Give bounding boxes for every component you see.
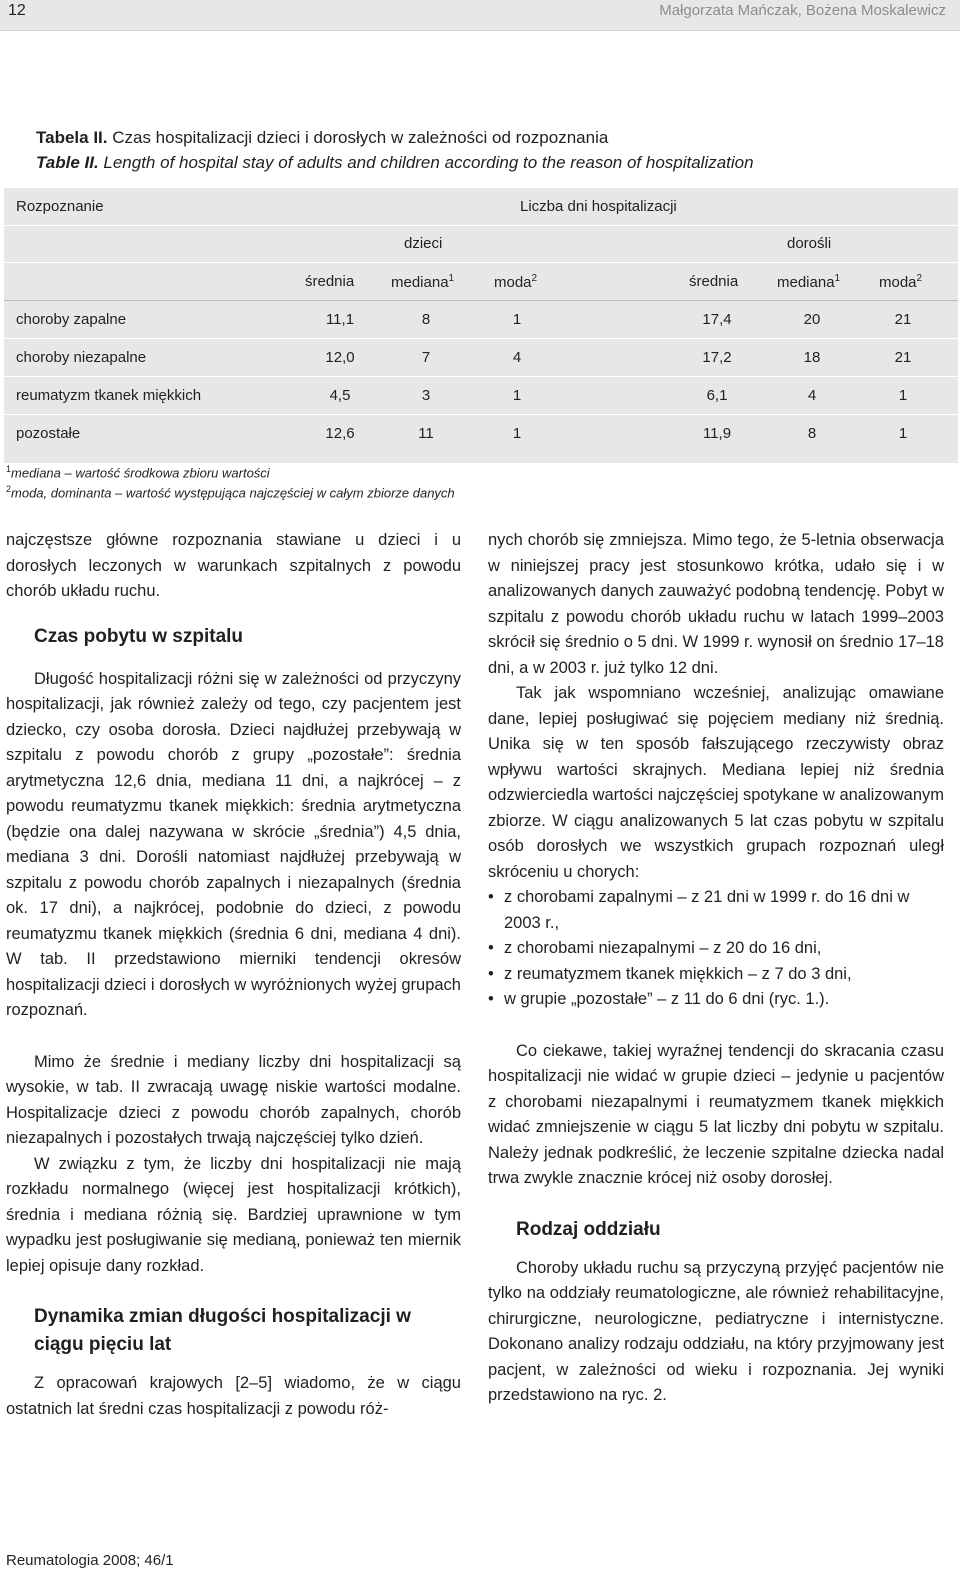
table-divider xyxy=(4,262,958,263)
table-caption-pl-label: Tabela II. xyxy=(36,128,108,147)
bullet-icon: • xyxy=(488,964,494,983)
table-cell-children-median: 8 xyxy=(421,311,431,328)
section-heading: Dynamika zmian długości hospitalizacji w ciągu pięciu lat xyxy=(34,1306,411,1355)
list-item-text: z reumatyzmem tkanek miękkich – z 7 do 3 dni, xyxy=(504,964,852,983)
running-header-authors: Małgorzata Mańczak, Bożena Moskalewicz xyxy=(659,2,946,19)
table-divider xyxy=(4,225,958,226)
footnote-mark-2: 2 xyxy=(531,273,538,284)
bullet-icon: • xyxy=(488,939,494,957)
table-header-children-mean: średnia xyxy=(305,273,355,290)
table-row-divider xyxy=(4,376,958,377)
table-row-divider xyxy=(4,414,958,415)
paragraph: najczęstsze główne rozpoznania stawiane u dzieci i u dorosłych leczonych w warunkach szpitalnych z powodu chorób układu ruchu. xyxy=(6,531,461,600)
list-item xyxy=(488,885,944,936)
paragraph: W związku z tym, że liczby dni hospitalizacji nie mają rozkładu normalnego (więcej jest hospitalizacji krótkich), średnia i mediana różnią się. Bardziej uprawnione w tym wypadku jest posługiwanie się medianą, ponieważ ten miernik lepiej opisuje dany rozkład. xyxy=(6,1154,461,1275)
list-item xyxy=(488,962,944,988)
table-cell-children-mode: 4 xyxy=(512,349,522,366)
table-cell-children-mode: 1 xyxy=(512,311,522,328)
list-item-text: z chorobami niezapalnymi – z 20 do 16 dni, xyxy=(504,939,822,957)
paragraph: Tak jak wspomniano wcześniej, analizując omawiane dane, lepiej posługiwać się pojęciem mediany niż średnią. Unika się w ten sposób fałszującego rzeczywisty obraz wpływu wartości skrajnych. Mediana lepiej niż średnia odzwierciedla wartości najczęściej spotykane w analizowanym zbiorze. W ciągu analizowanych 5 lat czas pobytu w szpitalu osób dorosłych we wszystkich grupach rozpoznań uległ skróceniu u chorych: xyxy=(488,684,944,881)
table-caption-pl xyxy=(36,128,608,148)
right-text-column xyxy=(488,528,944,1409)
table-cell-adults-mean: 11,9 xyxy=(702,425,732,442)
section-heading: Czas pobytu w szpitalu xyxy=(34,625,244,647)
table-cell-adults-median: 18 xyxy=(803,349,821,366)
list-item xyxy=(488,936,944,962)
table-cell-children-mean: 12,0 xyxy=(325,349,355,366)
table-footnote-2 xyxy=(6,484,455,500)
table-cell-adults-mean: 17,4 xyxy=(702,311,732,328)
paragraph: Z opracowań krajowych [2–5] wiadomo, że w ciągu ostatnich lat średni czas hospitalizacji z powodu róż- xyxy=(6,1374,461,1418)
paragraph: Długość hospitalizacji różni się w zależności od przyczyny hospitalizacji, jak również zależy od tego, czy pacjentem jest dziecko, czy osoba dorosła. Dzieci najdłużej przebywają w szpitalu z powodu chorób z grupy „pozostałe”: średnia arytmetyczna 12,6 dnia, mediana 11 dni, a najkrócej – z powodu reumatyzmu tkanek miękkich: średnia arytmetyczna (będzie ona dalej nazywana w skrócie „średnia”) 4,5 dnia, mediana 3 dni. Dorośli natomiast najdłużej przebywają w szpitalu z powodu chorób zapalnych i niezapalnych (średnia ok. 17 dni), a najkrócej, podobnie do dzieci, z powodu reumatyzmu tkanek miękkich (średnia 6 dni, mediana 4 dni). W tab. II przedstawiono mierniki tendencji okresów hospitalizacji dzieci i dorosłych w wyróżnionych wyżej grupach rozpoznań. xyxy=(6,669,461,1019)
median-label: mediana xyxy=(391,274,449,291)
mode-label: moda xyxy=(879,274,917,291)
median-label: mediana xyxy=(777,274,835,291)
table-cell-adults-mode: 21 xyxy=(894,349,912,366)
list-item-text: z chorobami zapalnymi – z 21 dni w 1999 r. do 16 dni w 2003 r., xyxy=(504,888,910,932)
paragraph: nych chorób się zmniejsza. Mimo tego, że 5-letnia obserwacja w niniejszej pracy jest stosunkowo krótka, udało się i w analizowanych danych zauważyć podobną tendencję. Pobyt w szpitalu z powodu chorób układu ruchu w latach 1999–2003 skrócił się średnio o 5 dni. W 1999 r. wynosił on średnio 17–18 dni, a w 2003 r. już tylko 12 dni. xyxy=(488,531,944,677)
bullet-icon: • xyxy=(488,990,494,1008)
table-row-divider xyxy=(4,338,958,339)
table-row-label: reumatyzm tkanek miękkich xyxy=(16,387,202,404)
table-cell-children-median: 3 xyxy=(421,387,431,404)
table-cell-adults-mean: 17,2 xyxy=(702,349,732,366)
footnote-text-2: moda, dominanta – wartość występująca najczęściej w całym zbiorze danych xyxy=(11,485,455,501)
table-cell-adults-mode: 1 xyxy=(898,387,908,404)
page-number: 12 xyxy=(8,2,26,19)
table-row-label: pozostałe xyxy=(16,425,81,442)
running-header xyxy=(0,0,960,31)
table-cell-children-mode: 1 xyxy=(512,425,522,442)
table-header-children: dzieci xyxy=(404,235,443,252)
table-caption-en-text: Length of hospital stay of adults and children according to the reason of hospitalization xyxy=(98,153,754,172)
table-row-label: choroby niezapalne xyxy=(16,349,147,366)
footnote-mark-2: 2 xyxy=(916,273,923,284)
table-header-adults-mean: średnia xyxy=(689,273,739,290)
table-caption-pl-text: Czas hospitalizacji dzieci i dorosłych w zależności od rozpoznania xyxy=(107,128,609,147)
journal-footer: Reumatologia 2008; 46/1 xyxy=(6,1552,174,1569)
table-header-adults-mode xyxy=(879,273,922,291)
left-text-column xyxy=(6,528,461,1422)
table-cell-children-mean: 12,6 xyxy=(325,425,355,442)
mode-label: moda xyxy=(494,274,532,291)
table-caption-en xyxy=(36,153,754,173)
table-cell-children-median: 11 xyxy=(418,425,434,442)
footnote-mark-1: 1 xyxy=(448,273,455,284)
table-cell-adults-mean: 6,1 xyxy=(706,387,728,404)
table-footnote-1 xyxy=(6,464,270,480)
list-item-text: w grupie „pozostałe” – z 11 do 6 dni (ryc. 1.). xyxy=(504,990,830,1008)
table-cell-children-mode: 1 xyxy=(512,387,522,404)
table-header-diagnosis: Rozpoznanie xyxy=(16,198,104,215)
paragraph: Choroby układu ruchu są przyczyną przyjęć pacjentów nie tylko na oddziały reumatologiczne, ale również rehabilitacyjne, chirurgiczne, neurologiczne, pediatryczne i internistyczne. Dokonano analizy rodzaju oddziału, na który przyjmowany jest pacjent, w zależności od wieku i rozpoznania. Jej wyniki przedstawiono na ryc. 2. xyxy=(488,1258,944,1404)
table-cell-children-mean: 11,1 xyxy=(325,311,355,328)
table-header-adults: dorośli xyxy=(787,235,832,252)
table-header-divider xyxy=(4,300,958,301)
table-header-adults-median xyxy=(777,273,840,291)
table-cell-adults-median: 4 xyxy=(807,387,817,404)
table-row-label: choroby zapalne xyxy=(16,311,127,328)
paragraph: Mimo że średnie i mediany liczby dni hospitalizacji są wysokie, w tab. II zwracają uwagę niskie wartości modalne. Hospitalizacje dzieci z powodu chorób zapalnych, chorób niezapalnych i pozostałych trwają najczęściej tylko dzień. xyxy=(6,1052,461,1147)
table-header-children-mode xyxy=(494,273,537,291)
bullet-icon: • xyxy=(488,888,494,906)
table-cell-adults-mode: 1 xyxy=(898,425,908,442)
table-cell-adults-mode: 21 xyxy=(894,311,912,328)
footnote-mark-2: 2 xyxy=(6,484,12,494)
footnote-mark-1: 1 xyxy=(834,273,841,284)
list-item xyxy=(488,987,944,1013)
table-caption-en-label: Table II. xyxy=(36,153,99,172)
table-cell-children-median: 7 xyxy=(421,349,431,366)
table-header-days: Liczba dni hospitalizacji xyxy=(520,198,677,215)
table-cell-children-mean: 4,5 xyxy=(329,387,351,404)
paragraph: Co ciekawe, takiej wyraźnej tendencji do skracania czasu hospitalizacji nie widać w grupie dzieci – jedynie u pacjentów z chorobami niezapalnymi i reumatyzmem tkanek miękkich widać zmniejszenie w ciągu 5 lat liczby dni pobytu w szpitalu. Należy jednak podkreślić, że leczenie szpitalne dziecka nadal trwa zwykle znacznie krócej niż osoby dorosłej. xyxy=(488,1041,944,1187)
table-header-children-median xyxy=(391,273,454,291)
table-cell-adults-median: 8 xyxy=(807,425,817,442)
section-heading: Rodzaj oddziału xyxy=(516,1218,661,1240)
footnote-mark-1: 1 xyxy=(6,464,12,474)
footnote-text-1: mediana – wartość środkowa zbioru wartości xyxy=(11,465,270,481)
bullet-list xyxy=(488,885,944,1013)
table-cell-adults-median: 20 xyxy=(803,311,821,328)
